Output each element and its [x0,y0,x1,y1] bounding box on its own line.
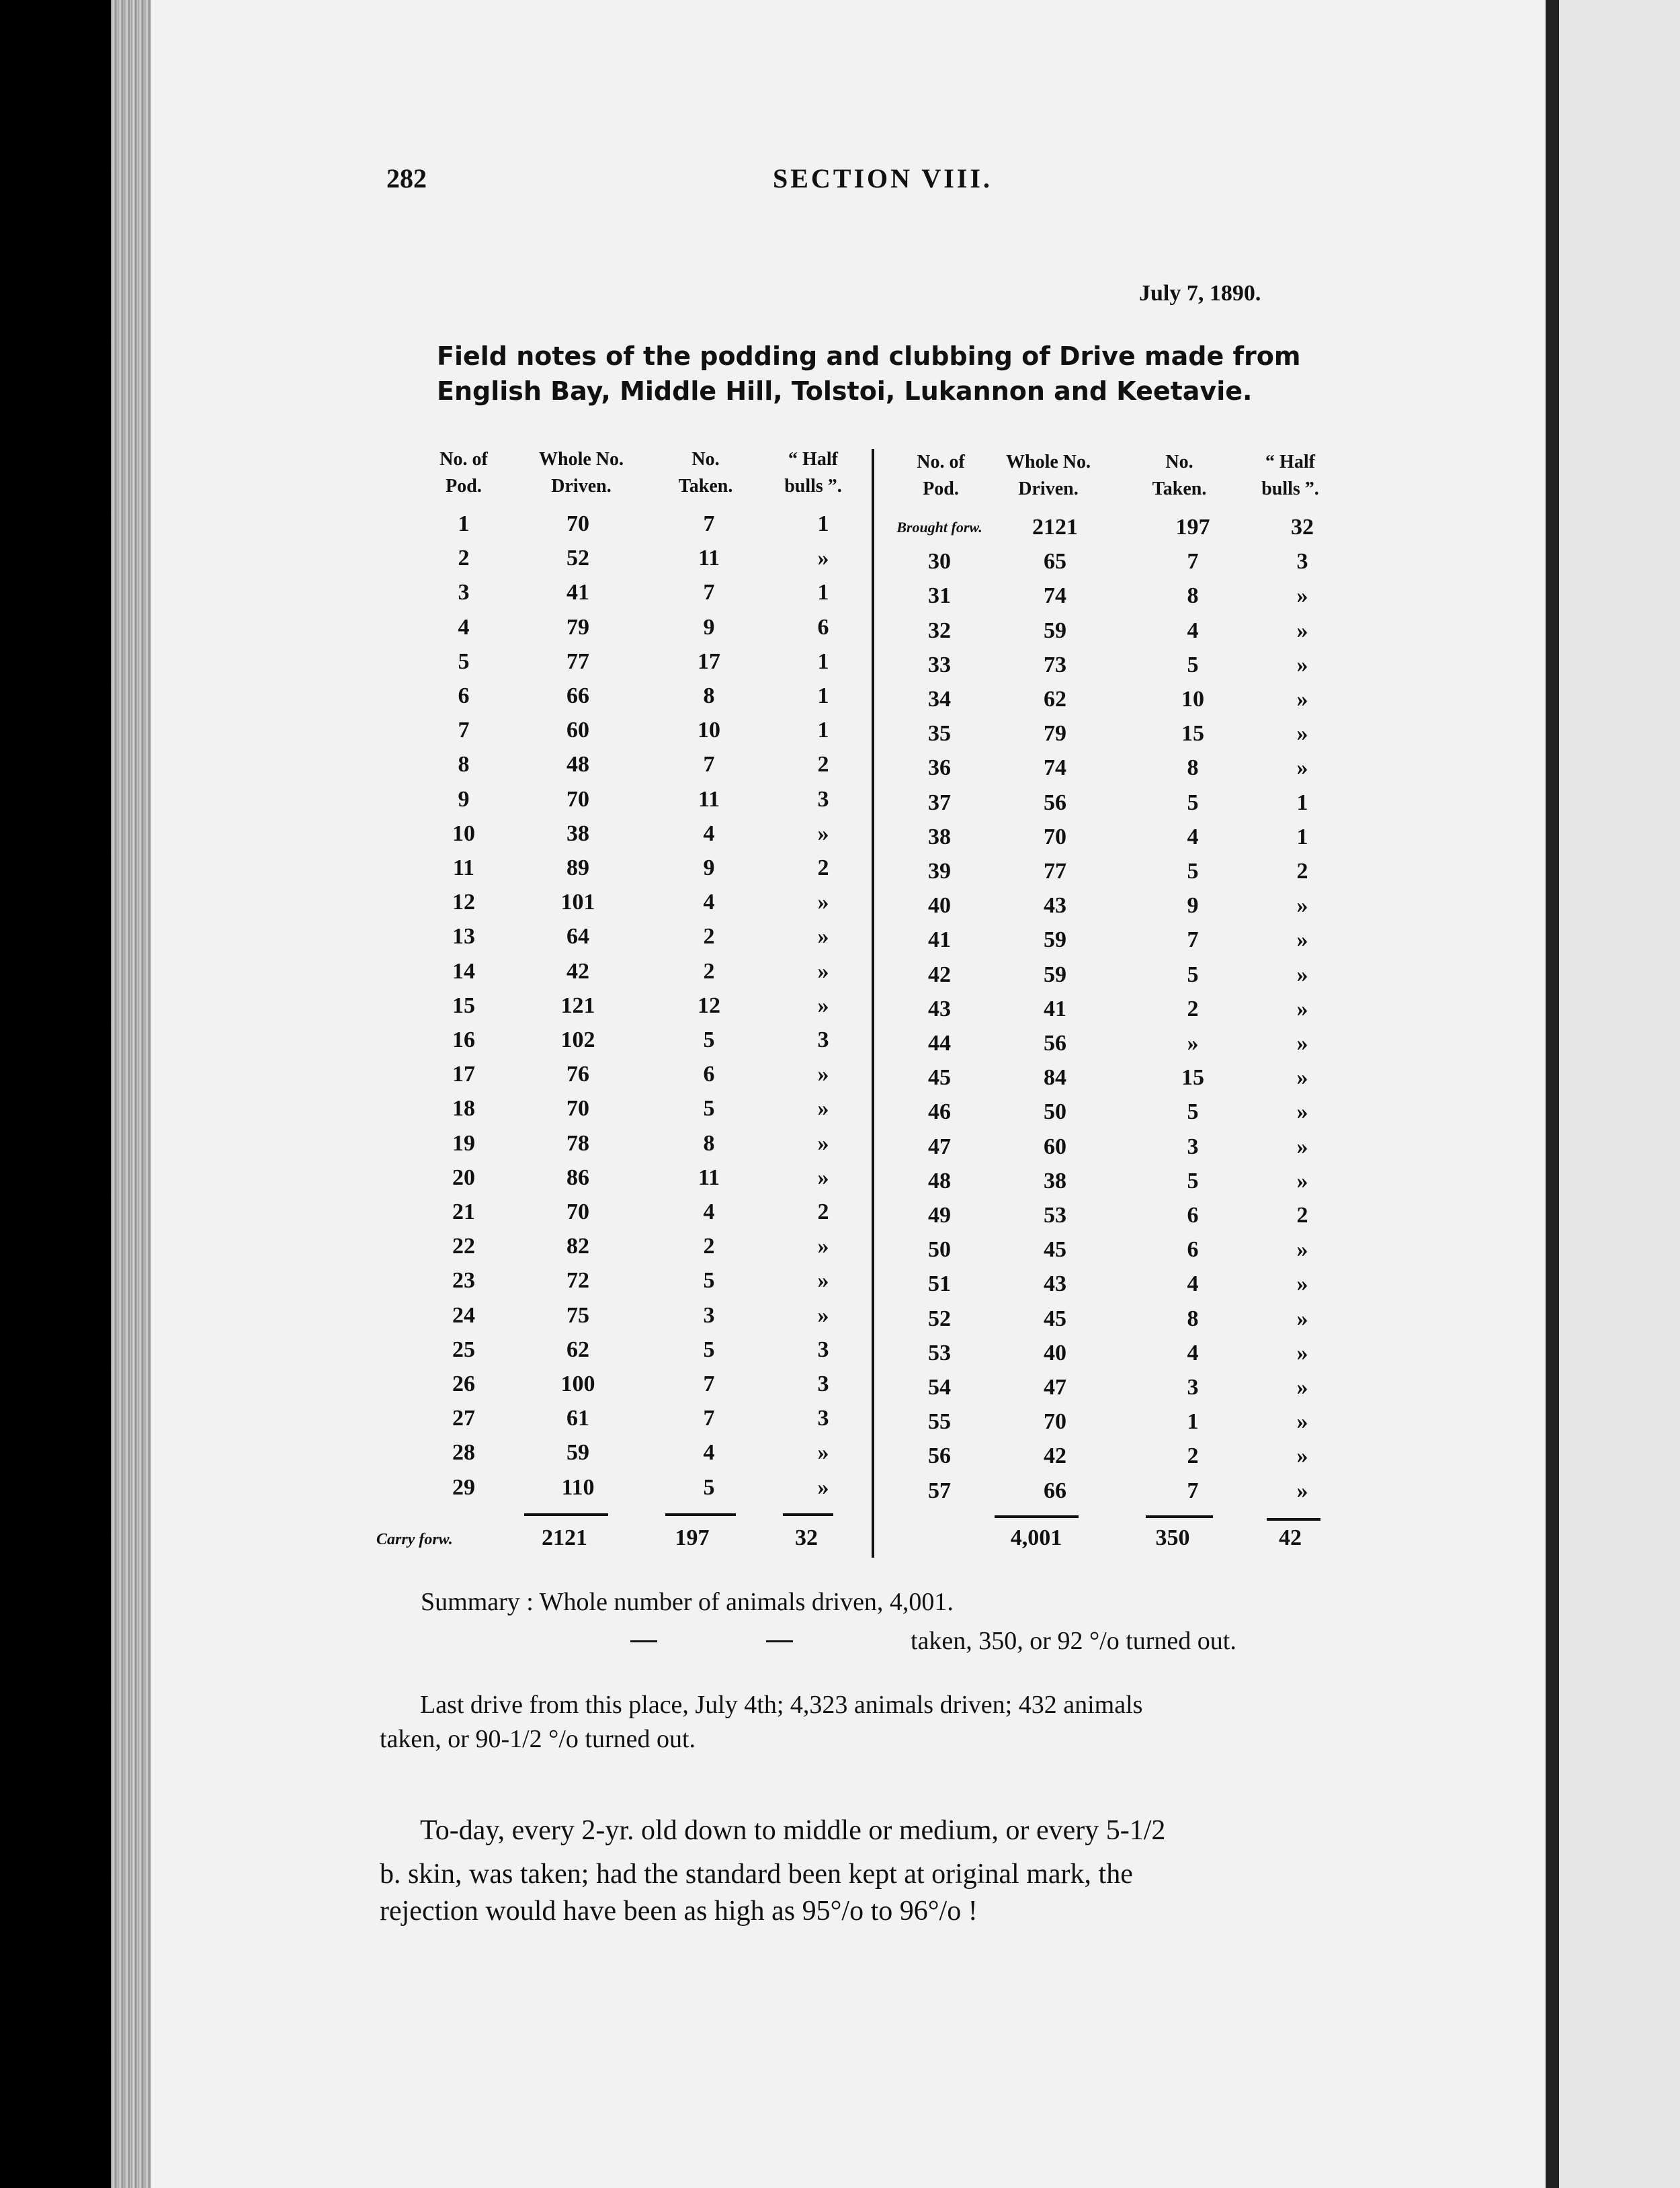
last-drive-line-1: Last drive from this place, July 4th; 4,323 animals driven; 432 animals [420,1691,1143,1719]
right-total-taken: 350 [1155,1525,1190,1550]
left-row-taken: 7 [703,752,715,777]
carry-forward-label: Carry forw. [376,1531,453,1548]
right-row-driven: 84 [1044,1065,1066,1091]
right-row-half: » [1296,618,1308,643]
left-row-driven: 72 [566,1268,589,1294]
right-row-pod: 50 [928,1237,951,1263]
left-row-driven: 78 [566,1130,589,1156]
left-row-taken: 4 [703,1440,715,1466]
right-row-taken: 15 [1181,1065,1204,1091]
left-row-taken: 4 [703,820,715,846]
header-half-right: “ Half bulls ”. [1261,452,1319,499]
left-row-taken: 9 [703,855,715,880]
left-row-pod: 22 [452,1234,475,1259]
left-row-pod: 28 [452,1440,475,1466]
right-row-taken: 7 [1187,1478,1199,1503]
left-row-half: 3 [817,1337,829,1362]
left-row-half: » [817,1440,829,1466]
left-row-half: 3 [817,1027,829,1052]
right-row-taken: 8 [1187,755,1199,781]
left-row-pod: 12 [452,890,475,915]
left-row-half: 1 [817,648,829,674]
right-row-driven: 56 [1044,1031,1066,1056]
right-row-taken: 5 [1187,1168,1199,1193]
left-row-pod: 6 [458,683,470,708]
right-row-driven: 43 [1044,1271,1066,1297]
left-row-half: » [817,1234,829,1259]
right-row-driven: 45 [1044,1237,1066,1263]
left-row-driven: 38 [566,820,589,846]
right-row-driven: 65 [1044,549,1066,575]
left-row-taken: 7 [703,1406,715,1431]
left-row-pod: 8 [458,752,470,777]
left-row-driven: 62 [566,1337,589,1362]
left-row-taken: 3 [703,1302,715,1328]
left-row-driven: 52 [566,546,589,571]
right-row-pod: 56 [928,1443,951,1469]
right-row-taken: 3 [1187,1134,1199,1159]
left-row-pod: 24 [452,1302,475,1328]
right-row-driven: 59 [1044,618,1066,643]
right-row-taken: 7 [1187,927,1199,953]
right-row-half: » [1296,755,1308,781]
left-row-half: » [817,890,829,915]
total-rule [783,1513,833,1516]
left-row-pod: 27 [452,1406,475,1431]
right-row-taken: 6 [1187,1203,1199,1228]
left-total-half: 32 [795,1525,818,1550]
right-row-driven: 38 [1044,1168,1066,1193]
right-row-taken: 8 [1187,583,1199,609]
table-title-line-1: Field notes of the podding and clubbing of Drive made from [437,341,1301,371]
right-row-half: 1 [1296,790,1308,815]
left-row-taken: 12 [698,993,720,1018]
header-taken-right: No. Taken. [1152,452,1207,499]
total-rule [1146,1515,1213,1518]
left-row-driven: 79 [566,614,589,640]
right-row-pod: 35 [928,721,951,747]
right-row-driven: 70 [1044,824,1066,849]
right-total-half: 42 [1279,1525,1302,1550]
left-row-pod: 16 [452,1027,475,1052]
left-row-half: » [817,1096,829,1122]
left-row-pod: 29 [452,1474,475,1500]
right-row-pod: 39 [928,859,951,884]
facing-page [1559,0,1680,2188]
right-row-driven: 53 [1044,1203,1066,1228]
left-total-taken: 197 [675,1525,710,1550]
today-line-2: b. skin, was taken; had the standard been kept at original mark, the [380,1859,1133,1890]
right-total-driven: 4,001 [1010,1525,1062,1550]
right-row-driven: 74 [1044,583,1066,609]
right-row-pod: 49 [928,1203,951,1228]
right-row-half: » [1296,1340,1308,1365]
right-row-driven: 73 [1044,652,1066,677]
right-row-taken: 5 [1187,859,1199,884]
right-row-half: » [1296,1168,1308,1193]
left-row-taken: 9 [703,614,715,640]
right-row-pod: 40 [928,893,951,919]
left-row-driven: 75 [566,1302,589,1328]
left-row-driven: 102 [560,1027,595,1052]
right-row-taken: 4 [1187,824,1199,849]
header-driven-left: Whole No. Driven. [539,449,624,497]
right-row-pod: Brought forw. [896,519,982,536]
right-row-pod: 55 [928,1409,951,1435]
right-row-half: » [1296,1443,1308,1469]
right-row-taken: 7 [1187,549,1199,575]
left-row-taken: 4 [703,1200,715,1224]
right-row-taken: 6 [1187,1237,1199,1263]
right-row-taken: 1 [1187,1409,1199,1435]
right-row-half: » [1296,1237,1308,1263]
left-row-half: 2 [817,855,829,880]
left-row-driven: 70 [566,511,589,536]
left-row-pod: 9 [458,786,470,812]
right-row-pod: 53 [928,1340,951,1365]
right-row-half: 3 [1296,549,1308,575]
right-row-pod: 47 [928,1134,951,1159]
right-row-driven: 70 [1044,1409,1066,1435]
left-row-driven: 70 [566,1200,589,1224]
right-row-taken: 8 [1187,1306,1199,1331]
left-row-taken: 5 [703,1474,715,1500]
right-row-taken: 15 [1181,721,1204,747]
left-row-pod: 21 [452,1200,475,1224]
right-row-half: » [1296,1306,1308,1331]
left-total-driven: 2121 [542,1525,587,1550]
right-row-half: 2 [1296,859,1308,884]
right-row-half: » [1296,1409,1308,1435]
right-row-pod: 34 [928,687,951,712]
left-row-pod: 1 [458,511,470,536]
left-row-pod: 4 [458,614,470,640]
right-row-driven: 59 [1044,962,1066,987]
left-row-half: 1 [817,683,829,708]
right-row-driven: 41 [1044,996,1066,1021]
left-row-pod: 3 [458,580,470,605]
right-row-driven: 43 [1044,893,1066,919]
left-row-pod: 18 [452,1096,475,1122]
left-row-taken: 11 [698,786,720,812]
left-row-half: » [817,1474,829,1500]
right-row-half: » [1296,721,1308,747]
right-row-pod: 30 [928,549,951,575]
right-row-pod: 43 [928,996,951,1021]
left-row-half: » [817,924,829,950]
left-row-taken: 6 [703,1062,715,1087]
right-row-taken: 5 [1187,652,1199,677]
right-row-pod: 51 [928,1271,951,1297]
table-title-line-2: English Bay, Middle Hill, Tolstoi, Lukannon and Keetavie. [437,376,1253,406]
left-row-half: » [817,993,829,1018]
left-row-taken: 7 [703,511,715,536]
right-row-half: » [1296,1134,1308,1159]
date: July 7, 1890. [1139,281,1261,306]
right-row-taken: » [1187,1031,1199,1056]
right-row-driven: 74 [1044,755,1066,781]
left-row-half: » [817,1130,829,1156]
left-row-driven: 121 [560,993,595,1018]
left-row-taken: 5 [703,1337,715,1362]
left-row-driven: 41 [566,580,589,605]
right-row-half: » [1296,1031,1308,1056]
right-row-half: » [1296,687,1308,712]
left-row-pod: 20 [452,1165,475,1190]
right-row-pod: 46 [928,1099,951,1125]
left-row-driven: 59 [566,1440,589,1466]
right-row-driven: 45 [1044,1306,1066,1331]
left-row-half: 1 [817,511,829,536]
left-row-taken: 2 [703,924,715,950]
left-row-half: » [817,546,829,571]
right-row-half: 2 [1296,1203,1308,1228]
total-rule [524,1513,608,1516]
right-row-half: » [1296,893,1308,919]
right-row-driven: 56 [1044,790,1066,815]
left-row-half: 3 [817,786,829,812]
right-row-taken: 2 [1187,1443,1199,1469]
right-row-half: » [1296,1375,1308,1400]
left-row-taken: 5 [703,1027,715,1052]
last-drive-line-2: taken, or 90-1/2 °/o turned out. [380,1725,696,1753]
right-row-half: » [1296,927,1308,953]
section-heading: SECTION VIII. [773,163,993,194]
right-row-half: » [1296,996,1308,1021]
left-row-half: » [817,1302,829,1328]
right-row-driven: 47 [1044,1375,1066,1400]
left-row-pod: 11 [452,855,475,880]
left-row-half: 3 [817,1406,829,1431]
left-row-driven: 76 [566,1062,589,1087]
right-row-driven: 50 [1044,1099,1066,1125]
left-row-pod: 13 [452,924,475,950]
right-row-half: 32 [1291,515,1314,540]
left-row-pod: 23 [452,1268,475,1294]
left-row-taken: 10 [698,718,720,743]
left-row-half: 1 [817,718,829,743]
left-row-pod: 2 [458,546,470,571]
right-row-pod: 36 [928,755,951,781]
left-row-half: » [817,820,829,846]
left-row-taken: 8 [703,1130,715,1156]
right-row-driven: 66 [1044,1478,1066,1503]
total-rule [665,1513,736,1516]
right-row-half: » [1296,652,1308,677]
left-row-driven: 42 [566,958,589,984]
right-row-driven: 77 [1044,859,1066,884]
right-row-taken: 4 [1187,1271,1199,1297]
total-rule [1267,1518,1320,1521]
left-row-driven: 66 [566,683,589,708]
left-row-taken: 11 [698,1165,720,1190]
left-row-pod: 15 [452,993,475,1018]
right-row-taken: 10 [1181,687,1204,712]
ditto-dash [630,1640,657,1642]
summary-line-1: Summary : Whole number of animals driven, 4,001. [421,1588,954,1616]
right-row-pod: 48 [928,1168,951,1193]
right-row-pod: 42 [928,962,951,987]
right-row-driven: 62 [1044,687,1066,712]
right-row-pod: 41 [928,927,951,953]
left-row-pod: 5 [458,648,470,674]
header-half-left: “ Half bulls ”. [784,449,842,497]
right-row-half: » [1296,1478,1308,1503]
right-row-driven: 42 [1044,1443,1066,1469]
right-row-taken: 2 [1187,996,1199,1021]
header-pod-left: No. of Pod. [439,449,488,497]
right-row-pod: 38 [928,824,951,849]
left-row-driven: 101 [560,890,595,915]
left-row-taken: 7 [703,1372,715,1396]
left-row-taken: 7 [703,580,715,605]
right-row-half: 1 [1296,824,1308,849]
left-row-pod: 19 [452,1130,475,1156]
left-row-half: » [817,1268,829,1294]
right-row-pod: 44 [928,1031,951,1056]
page-edge [1546,0,1559,2188]
right-row-pod: 33 [928,652,951,677]
left-row-pod: 17 [452,1062,475,1087]
right-row-pod: 45 [928,1065,951,1091]
today-line-1: To-day, every 2-yr. old down to middle or medium, or every 5-1/2 [420,1815,1166,1846]
today-line-3: rejection would have been as high as 95°/o to 96°/o ! [380,1896,978,1927]
right-row-driven: 40 [1044,1340,1066,1365]
right-row-half: » [1296,1065,1308,1091]
left-row-pod: 14 [452,958,475,984]
ditto-dash [766,1640,793,1642]
left-row-half: » [817,1062,829,1087]
left-row-driven: 70 [566,1096,589,1122]
right-row-taken: 4 [1187,1340,1199,1365]
left-row-pod: 10 [452,820,475,846]
left-row-driven: 100 [560,1372,595,1396]
book-gutter [111,0,151,2188]
left-row-taken: 17 [698,648,720,674]
right-row-driven: 59 [1044,927,1066,953]
right-row-half: » [1296,1099,1308,1125]
left-row-half: » [817,1165,829,1190]
header-pod-right: No. of Pod. [917,452,965,499]
left-row-half: 1 [817,580,829,605]
right-row-driven: 79 [1044,721,1066,747]
right-row-taken: 197 [1175,515,1210,540]
left-row-driven: 64 [566,924,589,950]
left-row-taken: 2 [703,1234,715,1259]
header-taken-left: No. Taken. [678,449,733,497]
right-row-taken: 5 [1187,962,1199,987]
right-row-pod: 32 [928,618,951,643]
left-row-driven: 70 [566,786,589,812]
page-number: 282 [386,163,427,194]
right-row-pod: 57 [928,1478,951,1503]
right-row-half: » [1296,1271,1308,1297]
left-row-driven: 60 [566,718,589,743]
left-row-taken: 8 [703,683,715,708]
header-driven-right: Whole No. Driven. [1006,452,1091,499]
left-row-half: 3 [817,1372,829,1396]
right-row-taken: 4 [1187,618,1199,643]
right-row-pod: 52 [928,1306,951,1331]
left-row-taken: 11 [698,546,720,571]
left-row-driven: 89 [566,855,589,880]
right-row-pod: 31 [928,583,951,609]
right-row-pod: 54 [928,1375,951,1400]
left-row-driven: 77 [566,648,589,674]
left-row-half: 2 [817,1200,829,1224]
right-row-half: » [1296,583,1308,609]
right-row-pod: 37 [928,790,951,815]
left-row-taken: 4 [703,890,715,915]
right-row-taken: 3 [1187,1375,1199,1400]
left-row-taken: 5 [703,1268,715,1294]
left-row-half: 6 [817,614,829,640]
left-row-pod: 25 [452,1337,475,1362]
right-row-driven: 60 [1044,1134,1066,1159]
left-row-pod: 26 [452,1372,475,1396]
left-row-driven: 48 [566,752,589,777]
left-row-driven: 61 [566,1406,589,1431]
total-rule [995,1515,1079,1518]
right-row-taken: 5 [1187,1099,1199,1125]
left-row-driven: 86 [566,1165,589,1190]
left-row-driven: 82 [566,1234,589,1259]
left-row-half: » [817,958,829,984]
left-row-taken: 2 [703,958,715,984]
summary-line-2: taken, 350, or 92 °/o turned out. [911,1627,1236,1655]
right-row-driven: 2121 [1032,515,1078,540]
right-row-half: » [1296,962,1308,987]
left-row-driven: 110 [561,1474,595,1500]
right-row-taken: 5 [1187,790,1199,815]
left-row-pod: 7 [458,718,470,743]
right-row-taken: 9 [1187,893,1199,919]
left-row-half: 2 [817,752,829,777]
left-row-taken: 5 [703,1096,715,1122]
